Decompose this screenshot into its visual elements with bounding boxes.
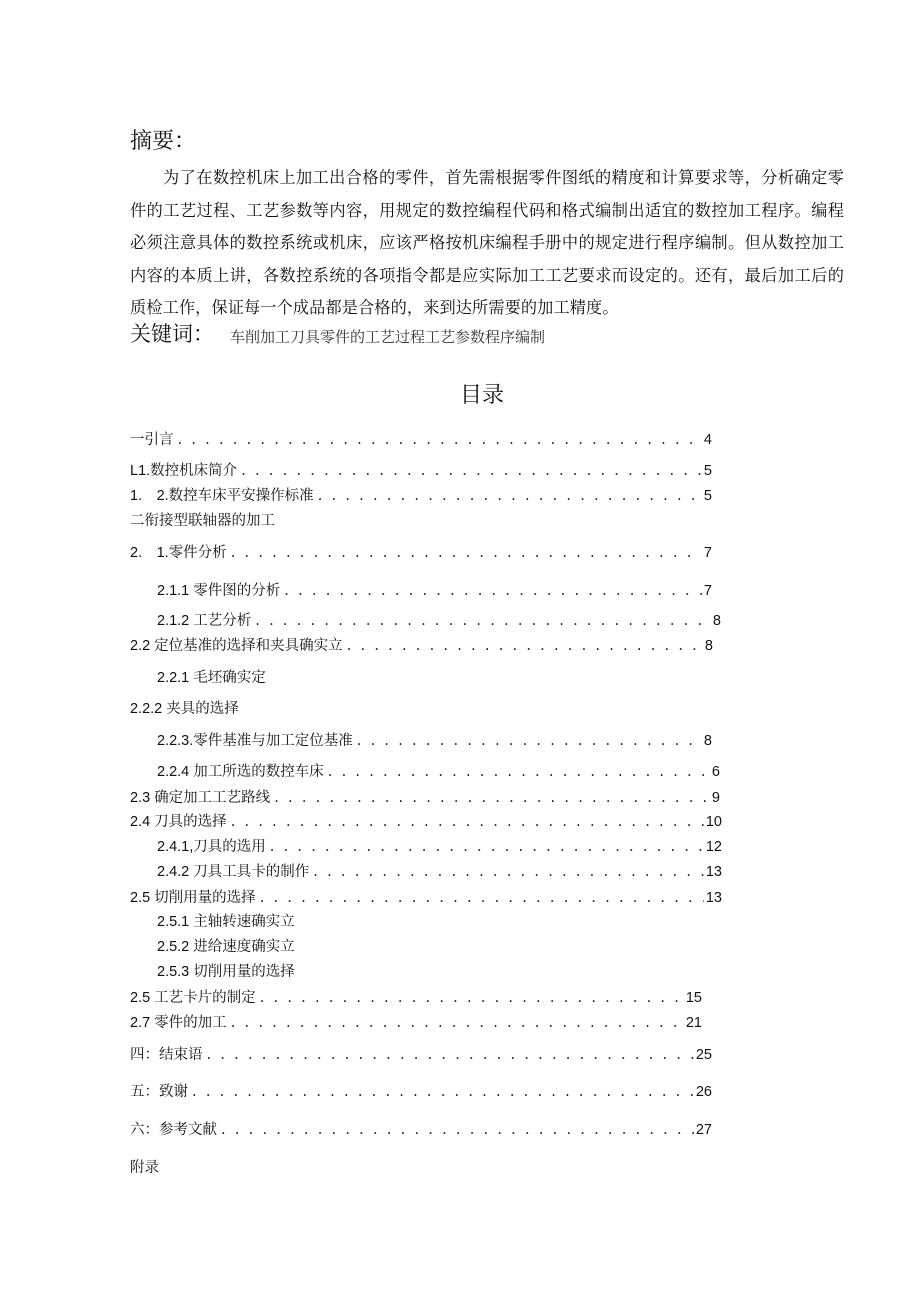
toc-entry-page: 6 [711,764,720,780]
toc-leader-dots [207,1047,694,1063]
toc-leader-dots [270,839,704,855]
toc-entry-label: 1. 2.数控车床平安操作标准 [130,488,314,504]
toc-entry-page: 13 [705,864,722,880]
toc-leader-dots [313,864,704,880]
toc-title: 目录 [459,383,504,408]
toc-entry[interactable] [130,484,712,505]
toc-entry[interactable]: 2.5.2 进给速度确实立 [157,939,295,955]
toc-leader-dots [231,1015,684,1031]
toc-entry-label: 2.2 定位基准的选择和夹具确实立 [130,638,343,654]
toc-entry[interactable] [157,609,721,630]
toc-entry[interactable] [130,541,712,562]
toc-leader-dots [347,638,703,654]
toc-entry-label: 2. 1.零件分析 [130,545,227,561]
toc-entry[interactable] [157,760,720,781]
toc-leader-dots [260,890,704,906]
toc-entry-label: 2.5 切削用量的选择 [130,890,256,906]
toc-entry[interactable] [157,579,712,600]
toc-entry[interactable] [157,729,712,750]
toc-leader-dots [328,764,710,780]
toc-entry[interactable]: 2.5.3 切削用量的选择 [157,964,295,980]
toc-leader-dots [260,990,684,1006]
toc-entry[interactable] [130,459,712,480]
toc-entry-page: 10 [705,814,722,830]
toc-leader-dots [231,814,704,830]
toc-entry[interactable] [130,1011,702,1032]
keywords-label: 关键词： [130,322,214,346]
toc-entry[interactable] [130,810,722,831]
toc-entry-label: 一引言 [130,432,174,448]
toc-entry[interactable] [130,1043,712,1064]
toc-entry-label: 2.3 确定加工工艺路线 [130,790,271,806]
abstract-heading: 摘要： [130,129,197,154]
toc-entry-page: 27 [695,1122,712,1138]
toc-entry-page: 5 [703,463,712,479]
toc-entry[interactable] [130,786,720,807]
abstract-body: 为了在数控机床上加工出合格的零件，首先需根据零件图纸的精度和计算要求等，分析确定零件的工艺过程、工艺参数等内容，用规定的数控编程代码和格式编制出适宜的数控加工程序。编程必须注意具体的数控系统或机床，应该严格按机床编程手册中的规定进行程序编制。但从数控加工内容的本质上讲，各数控系统的各项指令都是应实际加工工艺要求而设定的。还有，最后加工后的质检工作，保证每一个成品都是合格的，来到达所需要的加工精度。 [130,168,844,318]
toc-entry[interactable] [130,634,713,655]
toc-entry-label: 2.2.3.零件基准与加工定位基准 [157,733,353,749]
toc-entry-label: 2.1.2 工艺分析 [157,613,252,629]
toc-leader-dots [255,613,711,629]
toc-entry-page: 7 [703,545,712,561]
toc-entry-page: 4 [703,432,712,448]
toc-entry[interactable] [157,860,722,881]
toc-entry-page: 21 [685,1015,702,1031]
toc-entry-page: 8 [703,733,712,749]
toc-entry[interactable]: 二衔接型联轴器的加工 [130,513,275,529]
toc-entry-label: 2.4 刀具的选择 [130,814,227,830]
toc-entry-page: 26 [695,1084,712,1100]
toc-leader-dots [318,488,702,504]
toc-entry-page: 8 [712,613,721,629]
toc-entry-label: 四：结束语 [130,1047,203,1063]
toc-entry[interactable] [130,1080,712,1101]
toc-entry[interactable] [130,1118,712,1139]
toc-entry-label: 2.2.4 加工所选的数控车床 [157,764,324,780]
toc-entry[interactable] [130,986,702,1007]
toc-entry[interactable] [130,428,712,449]
toc-entry-page: 8 [704,638,713,654]
toc-entry-label: 2.1.1 零件图的分析 [157,583,281,599]
toc-entry-label: 五：致谢 [130,1084,188,1100]
toc-entry-page: 15 [685,990,702,1006]
toc-entry[interactable]: 2.5.1 主轴转速确实立 [157,914,295,930]
toc-entry-label: 六：参考文献 [130,1122,217,1138]
toc-entry-page: 9 [711,790,720,806]
toc-leader-dots [241,463,702,479]
keywords-text: 车削加工刀具零件的工艺过程工艺参数程序编制 [230,328,546,346]
toc-entry-label: 2.5 工艺卡片的制定 [130,990,256,1006]
toc-entry-label: 2.7 零件的加工 [130,1015,227,1031]
toc-entry-page: 5 [703,488,712,504]
toc-entry[interactable]: 2.2.2 夹具的选择 [130,701,239,717]
toc-leader-dots [357,733,702,749]
toc-entry-label: L1.数控机床简介 [130,463,238,479]
toc-entry-label: 2.4.2 刀具工具卡的制作 [157,864,310,880]
toc-entry[interactable] [130,886,722,907]
toc-leader-dots [284,583,702,599]
toc-leader-dots [178,432,702,448]
toc-entry-page: 25 [695,1047,712,1063]
toc-leader-dots [231,545,702,561]
toc-leader-dots [221,1122,694,1138]
toc-entry-label: 2.4.1,刀具的选用 [157,839,266,855]
toc-entry-page: 13 [705,890,722,906]
toc-entry[interactable]: 附录 [130,1160,159,1176]
toc-entry-page: 7 [703,583,712,599]
toc-leader-dots [274,790,710,806]
toc-entry[interactable]: 2.2.1 毛坯确实定 [157,670,266,686]
toc-entry-page: 12 [705,839,722,855]
toc-entry[interactable] [157,835,722,856]
toc-leader-dots [192,1084,694,1100]
